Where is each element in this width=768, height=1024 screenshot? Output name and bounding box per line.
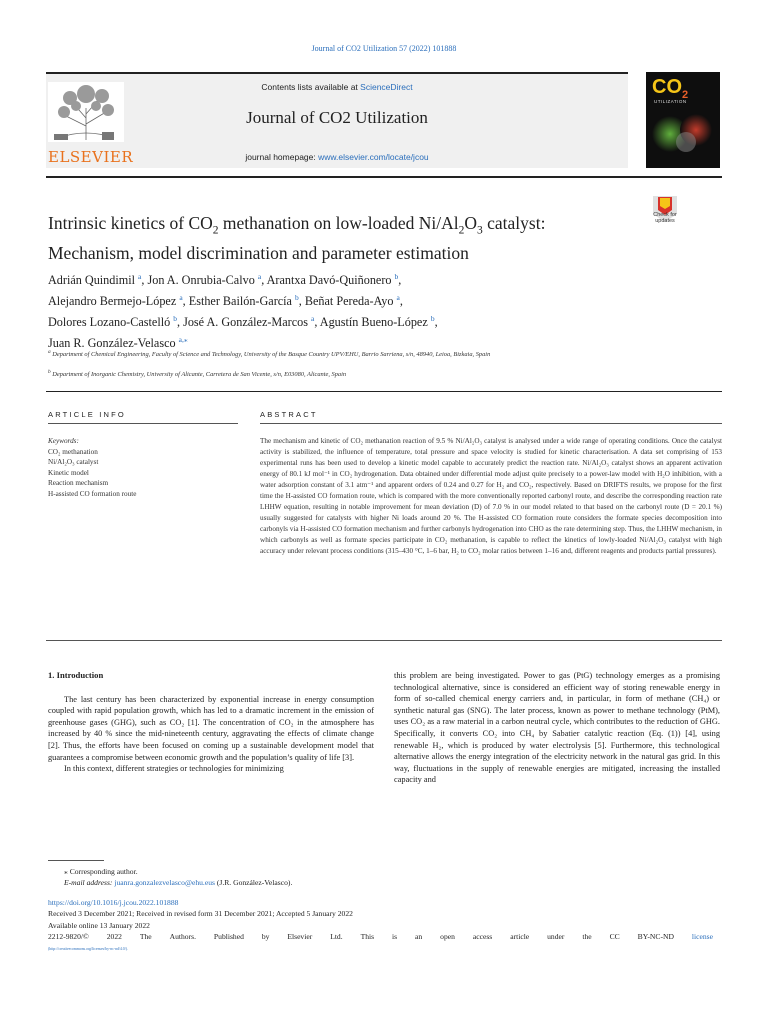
corresponding-author-note: ⁎ Corresponding author. (64, 867, 138, 876)
abstract-rule (260, 423, 722, 424)
abstract-bottom-rule (46, 640, 722, 641)
affiliation-marker[interactable]: a (257, 272, 262, 281)
affiliation-divider (46, 391, 722, 392)
abstract-text: The mechanism and kinetic of CO₂ methanation reaction of 9.5 % Ni/Al₂O₃ catalyst is analysed under a wide range of operating conditions. Once the catalyst activity is stabilized, the influence of temperature, total pressure and space velocity is studied for kinetic characterisation. A data set comprising of 153 experimental runs has been used to develop a kinetic model capable to accurately predict the reaction rate. Ni/Al₂O₃ catalyst shows an apparent activation energy of 80.1 kJ mol⁻¹ in CO₂ hydrogenation. Data obtained under differential mode adjust quite precisely to a power-law model with H₂O inhibition, with a water adsorption constant of 3.1 atm⁻¹ and apparent orders of 0.24 and 0.27 for H₂ and CO₂, respectively. Based on DRIFTS results, we propose for the first time the H-assisted CO formation route, which is compared with the more conventionally reported carbonyl route, and describe the corresponding reaction rate LHHW equation, resulting in notable improvement for mean deviation (D) of 7.0 % in our model related to that based on the carbonyl route (D = 20.1 %) usually suggested for catalysts with higher Ni loads around 20 %. The H-assisted CO formation route considers the formate species decomposition into carbonyls via H-assisted CO formation mechanism and further carbonyls hydrogenation into CHO as the rate determining step. Thus, the LHHW mechanism, in which carbonyls as well as formate species participate in CO₂ methanation, is capable to reflect the kinetics of lowly-loaded Ni/Al₂O₃ catalyst with high accuracy under relevant process conditions (315–430 °C, 1–6 bar, H₂ to CO₂ molar ratios between 1–16 and, different reagents and products partial pressures). (260, 437, 722, 555)
email-link[interactable]: juanra.gonzalezvelasco@ehu.eus (114, 878, 215, 888)
license-url-link[interactable]: (http://creativecommons.org/licenses/by-nc-nd/4.0/). (48, 947, 128, 952)
cover-title: $CO_2$ (652, 76, 689, 101)
license-word: by (261, 932, 270, 942)
license-word: 2212-9820/© (48, 932, 89, 942)
check-for-updates-label[interactable]: Check for updates (653, 212, 677, 225)
affiliation-marker[interactable]: a (179, 293, 183, 303)
license-word: CC (609, 932, 620, 942)
footnote-rule (48, 860, 104, 861)
affiliation-marker[interactable]: b (295, 293, 299, 303)
keyword-item: CO₂ methanation (48, 447, 98, 456)
body-column-left (48, 670, 374, 775)
author-name: Juan R. González-Velasco (48, 336, 176, 351)
body-column-right (394, 670, 720, 786)
author-name: Agustín Bueno-López (319, 315, 428, 330)
license-word: This (360, 932, 375, 942)
author-name: José A. González-Marcos (183, 315, 308, 330)
keyword-item: H-assisted CO formation route (48, 489, 137, 498)
journal-reference[interactable]: Journal of CO2 Utilization 57 (2022) 101888 (311, 44, 457, 53)
masthead-divider (46, 176, 722, 178)
author-name: Jon A. Onrubia-Calvo (147, 273, 255, 288)
affiliation-marker[interactable]: b (394, 272, 399, 281)
author-name: Dolores Lozano-Castelló (48, 315, 171, 330)
journal-masthead (46, 72, 628, 168)
body-paragraph: The last century has been characterized by exponential increase in energy consumption coupled with rapid population growth, which has led to a dramatic increment in the emission of greenhouse gases (GHG), such as CO₂ [1]. The concentration of CO₂ in the atmosphere has increased by 40 % since the mid-nineteenth century, aggravating the effects of climate change [2]. Thus, the efforts have been focused on coming up a sustainable development model that guarantees a compromise between economic growth and the population’s quality of life [3]. (48, 694, 374, 762)
available-online: Available online 13 January 2022 (48, 920, 150, 930)
license-word: an (415, 932, 423, 942)
license-word: article (510, 932, 530, 942)
affiliation-marker[interactable]: b (173, 314, 177, 324)
affiliation-marker[interactable]: a,⁎ (178, 335, 188, 345)
title-line-1: Intrinsic kinetics of $CO_2$ methanation on low-loaded $Ni/Al_2O_3$ catalyst: (48, 213, 546, 237)
keyword-item: Ni/Al₂O₃ catalyst (48, 458, 99, 466)
author-name: Adrián Quindimil (48, 273, 135, 288)
affiliation-marker[interactable]: a (138, 272, 142, 281)
contents-available-line: Contents lists available at ScienceDirect (261, 82, 413, 92)
doi-link[interactable]: https://doi.org/10.1016/j.jcou.2022.101888 (48, 897, 179, 907)
journal-cover-image (646, 72, 720, 168)
section-heading-introduction: 1. Introduction (48, 670, 104, 680)
license-word: Ltd. (330, 932, 343, 942)
abstract-heading: ABSTRACT (260, 410, 318, 419)
sciencedirect-link[interactable]: ScienceDirect (360, 82, 413, 92)
received-dates: Received 3 December 2021; Received in revised form 31 December 2021; Accepted 5 January 2022 (48, 909, 353, 919)
keywords-block (48, 436, 238, 499)
license-line (48, 931, 713, 942)
keyword-item: Kinetic model (48, 468, 89, 477)
author-list: Adrián Quindimil $^a$, Jon A. Onrubia-Calvo $^a$, Arantxa Davó-Quiñonero $^b$, Alejandro Bermejo-López $^a$, Esther Bailón-García $^b$, Beñat Pereda-Ayo $^a$, Dolores Lozano-Castelló $^b$, José A. González-Marcos $^a$, Agustín Bueno-López $^b$, Juan R. González-Velasco $^{a,⁎}$ (48, 272, 438, 351)
author-name: Esther Bailón-García (188, 294, 292, 309)
license-word: under (547, 932, 565, 942)
license-word: BY-NC-ND (637, 932, 674, 942)
author-name: Arantxa Davó-Quiñonero (266, 273, 392, 288)
email-line: E-mail address: juanra.gonzalezvelasco@ehu.eus (J.R. González-Velasco). (64, 878, 293, 888)
title-line-2: Mechanism, model discrimination and parameter estimation (48, 242, 469, 263)
license-word: access (472, 932, 493, 942)
affiliation-marker[interactable]: a (396, 293, 400, 303)
body-paragraph: this problem are being investigated. Power to gas (PtG) technology emerges as a promising technological alternative, since is considered an efficient way of storing renewable energy in form of so-called chemical energy carriers and, in particular, in form of methane (CH₄) or synthetic natural gas (SNG). The later process, known as power to methane technology (PtM), uses CO₂ as a raw material in a carbon neutral cycle, which contributes to the reduction of GHG. Specifically, it converts CO₂ into CH₄ by Sabatier catalytic reaction (Eq. (1)) [4], using renewable H₂, which is produced by water electrolysis [5]. Furthermore, this technological alternative allows the energy integration of the electricity network in the natural gas grid. In this way, fluctuations in the supply of renewable energies are mitigated, increasing the installed capacity and (394, 671, 720, 785)
license-word: Elsevier (287, 932, 313, 942)
license-word: Authors. (169, 932, 196, 942)
affiliation-b: $^b$ Department of Inorganic Chemistry, University of Alicante, Carretera de San Vicente, s/n, E03080, Alicante, Spain (48, 369, 347, 379)
article-title (48, 212, 648, 264)
author-name: Beñat Pereda-Ayo (304, 294, 394, 309)
cover-subtitle: UTILIZATION (654, 99, 687, 104)
license-word: the (582, 932, 592, 942)
journal-homepage-link[interactable]: www.elsevier.com/locate/jcou (318, 152, 429, 162)
elsevier-wordmark: ELSEVIER (48, 148, 134, 166)
license-word: is (392, 932, 398, 942)
license-word: 2022 (106, 932, 122, 942)
article-info-rule (48, 423, 238, 424)
license-word: open (440, 932, 455, 942)
affiliation-marker[interactable]: a (311, 314, 315, 324)
keyword-item: Reaction mechanism (48, 479, 109, 487)
license-link[interactable]: license (691, 932, 713, 942)
body-paragraph: In this context, different strategies or technologies for minimizing (64, 764, 284, 774)
footnotes-block (48, 866, 724, 956)
article-info-heading: ARTICLE INFO (48, 410, 126, 419)
affiliation-a: $^a$ Department of Chemical Engineering, Faculty of Science and Technology, University of the Basque Country UPV/EHU, Barrio Sarriena, s/n, 48940, Leioa, Bizkaia, Spain (48, 349, 491, 359)
author-name: Alejandro Bermejo-López (48, 294, 177, 309)
license-word: The (139, 932, 152, 942)
license-word: Published (213, 932, 244, 942)
keywords-label: Keywords: (48, 437, 79, 445)
journal-name: Journal of CO2 Utilization (246, 108, 428, 127)
journal-homepage-line: journal homepage: www.elsevier.com/locate/jcou (245, 152, 429, 162)
affiliation-marker[interactable]: b (430, 314, 435, 324)
